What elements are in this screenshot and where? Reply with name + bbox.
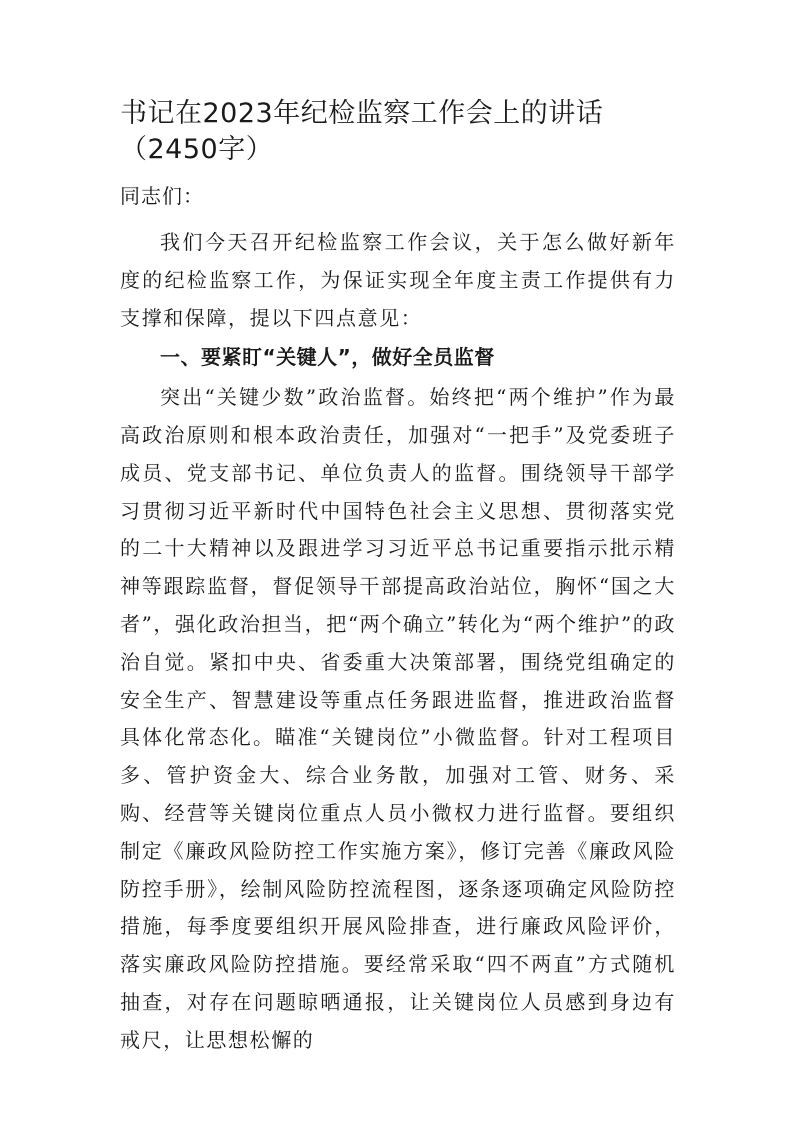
title-line-2: （2450字） [120, 134, 274, 165]
section-1-heading: 一、要紧盯“关键人”，做好全员监督 [160, 345, 495, 370]
title-line-1: 书记在2023年纪检监察工作会上的讲话 [120, 98, 604, 129]
intro-paragraph: 我们今天召开纪检监察工作会议，关于怎么做好新年度的纪检监察工作，为保证实现全年度主责工作提供有力支撑和保障，提以下四点意见： [120, 230, 676, 330]
document-title [120, 96, 676, 168]
section-1-body: 突出“关键少数”政治监督。始终把“两个维护”作为最高政治原则和根本政治责任，加强对“一把手”及党委班子成员、党支部书记、单位负责人的监督。围绕领导干部学习贯彻习近平新时代中国特色社会主义思想、贯彻落实党的二十大精神以及跟进学习习近平总书记重要指示批示精神等跟踪监督，督促领导干部提高政治站位，胸怀“国之大者”，强化政治担当，把“两个确立”转化为“两个维护”的政治自觉。紧扣中央、省委重大决策部署，围绕党组确定的安全生产、智慧建设等重点任务跟进监督，推进政治监督具体化常态化。瞄准“关键岗位”小微监督。针对工程项目多、管护资金大、综合业务散，加强对工管、财务、采购、经营等关键岗位重点人员小微权力进行监督。要组织制定《廉政风险防控工作实施方案》，修订完善《廉政风险防控手册》，绘制风险防控流程图，逐条逐项确定风险防控措施，每季度要组织开展风险排查，进行廉政风险评价，落实廉政风险防控措施。要经常采取“四不两直”方式随机抽查，对存在问题晾晒通报，让关键岗位人员感到身边有戒尺，让思想松懈的 [120, 385, 676, 1052]
salutation: 同志们： [120, 184, 204, 208]
document-page [120, 96, 676, 1060]
